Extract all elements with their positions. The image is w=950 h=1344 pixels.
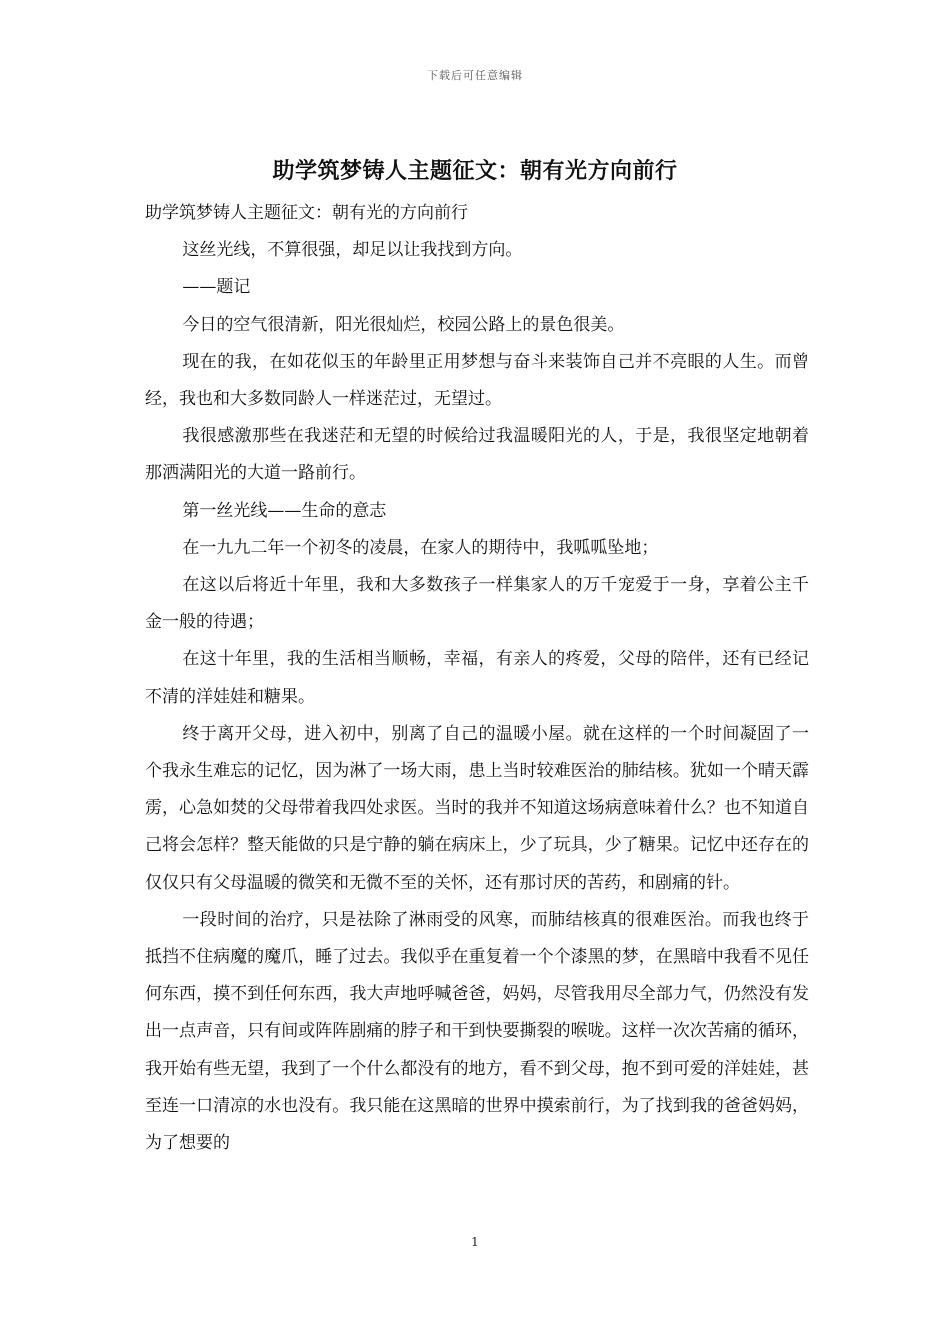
- document-body: [145, 195, 809, 1162]
- body-paragraph: 一段时间的治疗，只是祛除了淋雨受的风寒，而肺结核真的很难医治。而我也终于抵挡不住病魔的魔爪，睡了过去。我似乎在重复着一个个漆黑的梦，在黑暗中我看不见任何东西，摸不到任何东西，我大声地呼喊爸爸，妈妈，尽管我用尽全部力气，仍然没有发出一点声音，只有间或阵阵剧痛的脖子和干到快要撕裂的喉咙。这样一次次苦痛的循环，我开始有些无望，我到了一个什么都没有的地方，看不到父母，抱不到可爱的洋娃娃，甚至连一口清凉的水也没有。我只能在这黑暗的世界中摸索前行，为了找到我的爸爸妈妈，为了想要的: [145, 909, 809, 1154]
- body-paragraph: 助学筑梦铸人主题征文：朝有光的方向前行: [145, 203, 468, 223]
- body-paragraph: 在一九九二年一个初冬的凌晨，在家人的期待中，我呱呱坠地；: [182, 537, 659, 558]
- body-paragraph: ——题记: [182, 277, 251, 298]
- body-paragraph: 在这十年里，我的生活相当顺畅，幸福，有亲人的疼爱，父母的陪伴，还有已经记不清的洋娃娃和糖果。: [145, 649, 809, 707]
- body-paragraph: 今日的空气很清新，阳光很灿烂，校园公路上的景色很美。: [182, 314, 625, 335]
- body-paragraph: 这丝光线，不算很强，却足以让我找到方向。: [182, 240, 523, 261]
- page-header-note: 下载后可任意编辑: [427, 69, 523, 82]
- page-number: 1: [471, 1235, 479, 1249]
- body-paragraph: 现在的我，在如花似玉的年龄里正用梦想与奋斗来装饰自己并不亮眼的人生。而曾经，我也和大多数同龄人一样迷茫过，无望过。: [145, 351, 809, 410]
- body-paragraph: 在这以后将近十年里，我和大多数孩子一样集家人的万千宠爱于一身，享着公主千金一般的待遇；: [145, 575, 809, 633]
- section-heading: 第一丝光线——生命的意志: [182, 500, 387, 521]
- document-title: 助学筑梦铸人主题征文：朝有光方向前行: [272, 158, 678, 184]
- body-paragraph: 终于离开父母，进入初中，别离了自己的温暖小屋。就在这样的一个时间凝固了一个我永生难忘的记忆，因为淋了一场大雨，患上当时较难医治的肺结核。犹如一个晴天霹雳，心急如焚的父母带着我四处求医。当时的我并不知道这场病意味着什么？也不知道自己将会怎样？整天能做的只是宁静的躺在病床上，少了玩具，少了糖果。记忆中还存在的仅仅只有父母温暖的微笑和无微不至的关怀，还有那讨厌的苦药，和剧痛的针。: [145, 723, 809, 893]
- body-paragraph: 我很感激那些在我迷茫和无望的时候给过我温暖阳光的人，于是，我很坚定地朝着那洒满阳光的大道一路前行。: [145, 426, 809, 484]
